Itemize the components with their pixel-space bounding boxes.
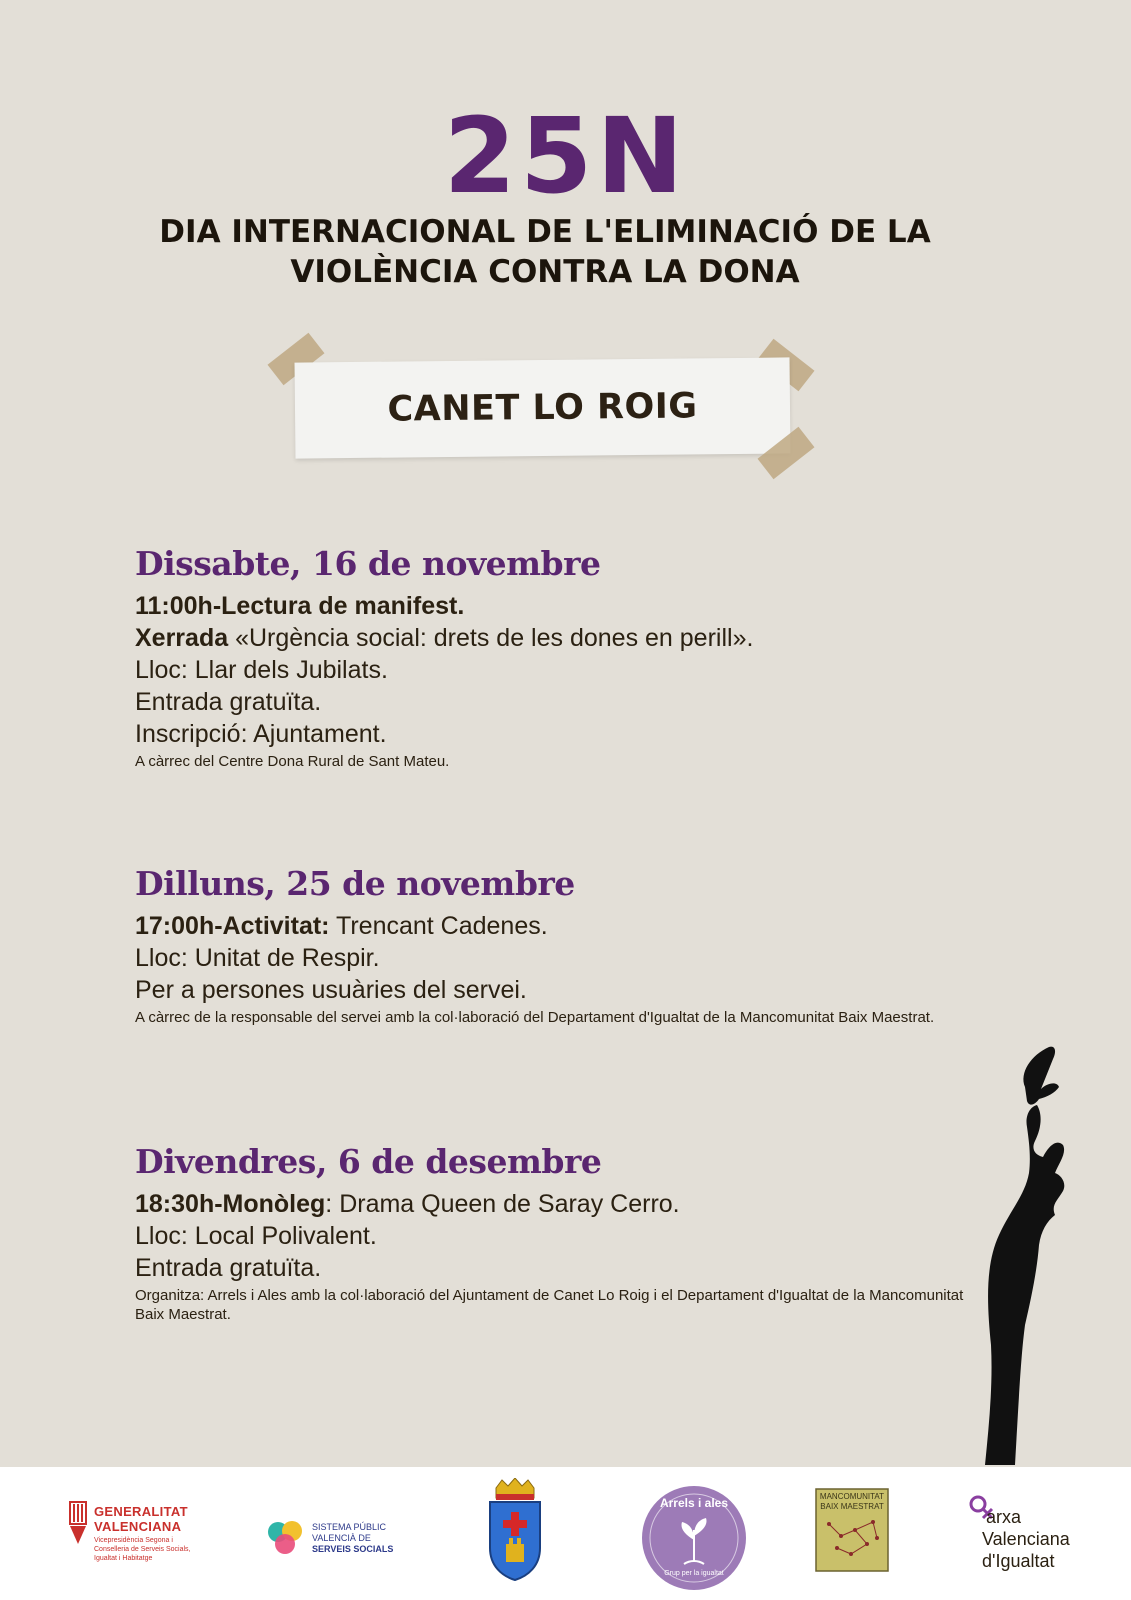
event-line-text: : Drama Queen de Saray Cerro.: [325, 1190, 680, 1218]
event-line: [135, 1220, 995, 1252]
event-line: [135, 942, 1095, 974]
generalitat-name-line: GENERALITAT: [94, 1504, 188, 1519]
event-line: [135, 654, 1095, 686]
event-date: Divendres, 6 de desembre: [135, 1142, 602, 1181]
event-block: [135, 862, 1095, 1027]
hand-butterfly-icon: [985, 1045, 1105, 1465]
event-line-text: Trencant Cadenes.: [329, 912, 548, 940]
serveis-socials-line: SISTEMA PÚBLIC: [312, 1522, 387, 1532]
mancomunitat-logo: [815, 1488, 889, 1572]
event-line: [135, 622, 1095, 654]
event-line-text: Per a persones usuàries del servei.: [135, 976, 527, 1004]
xarxa-igualtat-logo: [968, 1494, 1088, 1571]
serveis-socials-text: [312, 1522, 393, 1555]
arrels-title: Arrels i ales: [659, 1496, 729, 1510]
event-note: A càrrec del Centre Dona Rural de Sant Mateu.: [135, 753, 450, 770]
generalitat-subtitle: Vicepresidència Segona i Conselleria de Serveis Socials, Igualtat i Habitatge: [94, 1537, 191, 1562]
serveis-socials-dots-icon: [266, 1520, 306, 1556]
arrels-i-ales-logo: [640, 1484, 748, 1592]
event-line: [135, 974, 1095, 1006]
xarxa-text: [982, 1506, 1070, 1572]
event-line-text: Lloc: Llar dels Jubilats.: [135, 656, 388, 684]
event-block: [135, 542, 1095, 771]
event-line: [135, 590, 1095, 622]
event-line-bold: 11:00h-Lectura de manifest.: [135, 592, 465, 620]
event-line-text: Lloc: Local Polivalent.: [135, 1222, 377, 1250]
event-line-bold: Xerrada: [135, 624, 229, 652]
event-line: [135, 1188, 995, 1220]
event-date: Dilluns, 25 de novembre: [135, 864, 575, 903]
town-name: CANET LO ROIG: [387, 386, 698, 430]
poster-title: 25N: [443, 95, 688, 217]
event-line-text: Lloc: Unitat de Respir.: [135, 944, 380, 972]
generalitat-logo: [68, 1500, 198, 1570]
event-block: [135, 1140, 995, 1324]
canet-coat-of-arms-icon: [484, 1478, 546, 1582]
event-line-text: Entrada gratuïta.: [135, 1254, 322, 1282]
mancomunitat-name-line: BAIX MAESTRAT: [820, 1502, 884, 1511]
event-line: [135, 910, 1095, 942]
event-line: [135, 718, 1095, 750]
event-line: [135, 686, 1095, 718]
generalitat-name: [94, 1504, 188, 1534]
mancomunitat-name-line: MANCOMUNITAT: [819, 1492, 885, 1501]
town-banner: [295, 357, 791, 458]
event-line-text: Inscripció: Ajuntament.: [135, 720, 387, 748]
xarxa-line: Valenciana: [982, 1529, 1070, 1549]
generalitat-name-line: VALENCIANA: [94, 1519, 182, 1534]
poster-subtitle: DIA INTERNACIONAL DE L'ELIMINACIÓ DE LA VIOLÈNCIA CONTRA LA DONA: [159, 214, 931, 290]
event-note: A càrrec de la responsable del servei amb la col·laboració del Departament d'Igualtat de la Mancomunitat Baix Maestrat.: [135, 1009, 935, 1026]
event-date: Dissabte, 16 de novembre: [135, 544, 601, 583]
generalitat-emblem-icon: [68, 1500, 88, 1546]
serveis-socials-line: SERVEIS SOCIALS: [312, 1544, 394, 1554]
serveis-socials-line: VALENCIÀ DE: [312, 1533, 371, 1543]
event-line-bold: 17:00h-Activitat:: [135, 912, 330, 940]
event-line-text: Entrada gratuïta.: [135, 688, 322, 716]
event-note: Organitza: Arrels i Ales amb la col·laboració del Ajuntament de Canet Lo Roig i el Departament d'Igualtat de la Mancomunitat Baix Maestrat.: [135, 1287, 964, 1323]
arrels-tagline: Grup per la igualtat: [664, 1570, 724, 1577]
xarxa-line: arxa: [986, 1507, 1022, 1527]
event-line-bold: 18:30h-Monòleg: [135, 1190, 326, 1218]
serveis-socials-logo: [266, 1518, 406, 1558]
event-line-text: «Urgència social: drets de les dones en perill».: [228, 624, 754, 652]
event-line: [135, 1252, 995, 1284]
xarxa-line: d'Igualtat: [982, 1551, 1055, 1571]
